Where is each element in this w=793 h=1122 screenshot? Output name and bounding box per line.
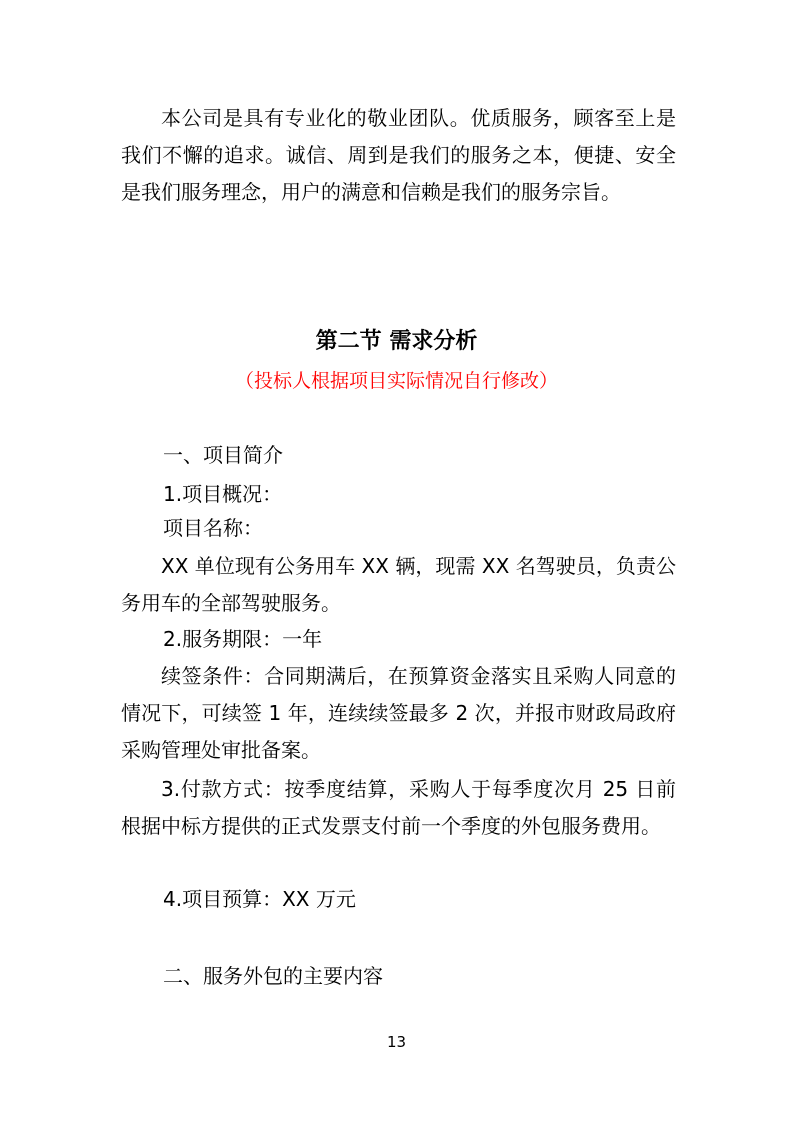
section-title: 第二节 需求分析	[315, 329, 478, 354]
service-period: 2.服务期限：一年	[163, 627, 323, 651]
project-name-label: 项目名称：	[163, 516, 263, 540]
intro-paragraph: 本公司是具有专业化的敬业团队。优质服务，顾客至上是我们不懈的追求。诚信、周到是我们的服务之本，便捷、安全是我们服务理念，用户的满意和信赖是我们的服务宗旨。	[121, 106, 676, 204]
project-description: XX 单位现有公务用车 XX 辆，现需 XX 名驾驶员，负责公务用车的全部驾驶服务。	[121, 554, 676, 615]
part1-heading: 一、项目简介	[163, 443, 283, 467]
renewal-terms: 续签条件：合同期满后，在预算资金落实且采购人同意的情况下，可续签 1 年，连续续签最多 2 次，并报市财政局政府采购管理处审批备案。	[121, 664, 676, 762]
section-note: （投标人根据项目实际情况自行修改）	[234, 370, 558, 392]
part2-heading: 二、服务外包的主要内容	[163, 964, 383, 988]
overview-label: 1.项目概况：	[163, 482, 283, 506]
page-number: 13	[386, 1033, 407, 1051]
project-budget: 4.项目预算：XX 万元	[163, 887, 356, 911]
payment-terms: 3.付款方式：按季度结算，采购人于每季度次月 25 日前根据中标方提供的正式发票支付前一个季度的外包服务费用。	[121, 777, 676, 838]
